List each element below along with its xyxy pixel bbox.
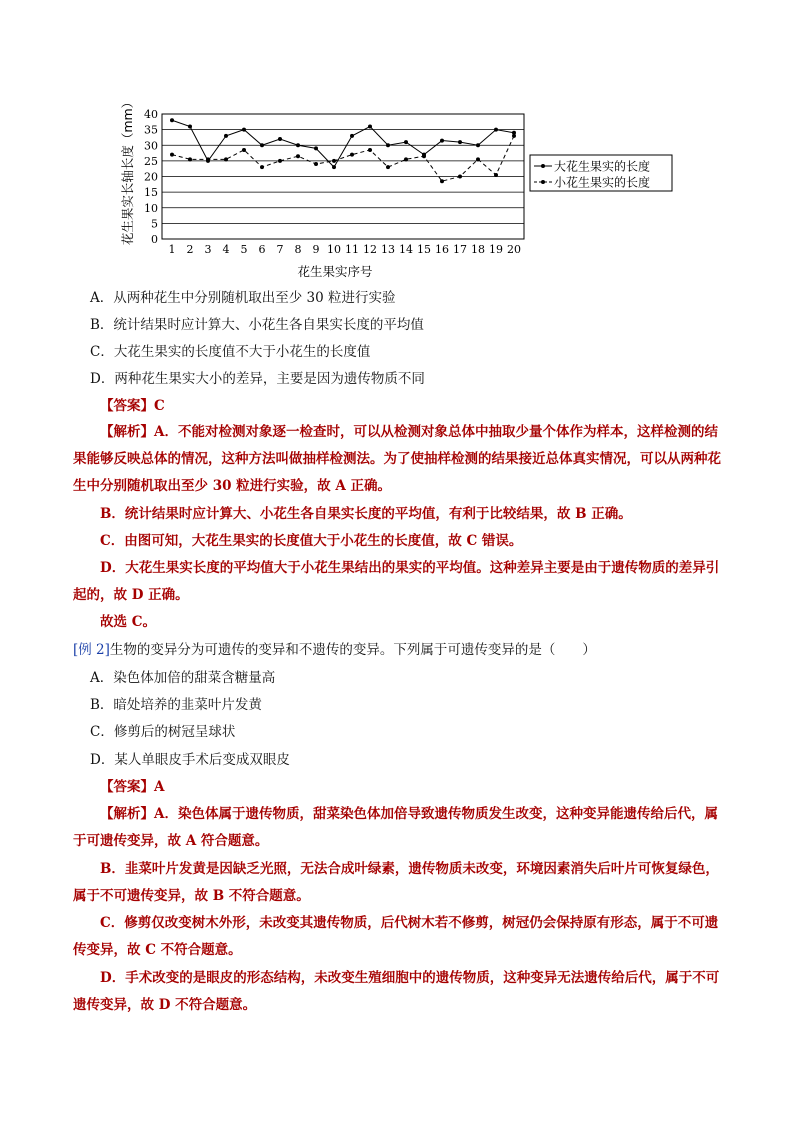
x-tick-label: 17 [453,243,467,256]
q2-analysis-a [73,801,725,855]
q2-option-d: D．某人单眼皮手术后变成双眼皮 [90,752,290,768]
q1-answer: 【答案】C [100,398,165,414]
q2-option-a: A．染色体加倍的甜菜含糖量高 [90,670,276,686]
x-axis-label: 花生果实序号 [297,264,373,279]
data-point-s2 [368,148,372,152]
legend-marker-2 [541,180,545,184]
y-axis-label: 花生果实长轴长度（mm） [120,95,135,246]
q2-analysis-b [73,856,725,910]
data-point-s1 [170,118,174,122]
data-point-s1 [404,140,408,144]
y-tick-label: 5 [151,217,158,231]
data-point-s1 [476,143,480,147]
data-point-s1 [332,165,336,169]
q1-option-c: C．大花生果实的长度值不大于小花生的长度值 [90,344,371,360]
q1-analysis-b [73,501,725,528]
q1-analysis-d [73,555,725,609]
q2-stem-text: 生物的变异分为可遗传的变异和不遗传的变异。下列属于可遗传变异的是（ ） [109,642,596,658]
q1-analysis-c [73,528,725,555]
data-point-s2 [224,157,228,161]
q2-analysis-b-text: B．韭菜叶片发黄是因缺乏光照，无法合成叶绿素，遗传物质未改变，环境因素消失后叶片可恢复绿色，属于不可遗传变异，故 B 不符合题意。 [73,861,719,904]
legend-label-2: 小花生果实的长度 [554,175,651,190]
x-tick-label: 15 [417,243,431,256]
legend-marker-1 [541,164,545,168]
data-point-s2 [422,154,426,158]
data-point-s2 [476,157,480,161]
data-point-s2 [278,159,282,163]
q2-tag: [例 2] [73,642,110,658]
q1-analysis-a-text: 【解析】A．不能对检测对象逐一检查时，可以从检测对象总体中抽取少量个体作为样本，这样检测的结果能够反映总体的情况，这种方法叫做抽样检测法。为了使抽样检测的结果接近总体真实情况，可以从两种花生中分别随机取出至少 30 粒进行实验，故 A 正确。 [73,424,721,494]
data-point-s1 [296,143,300,147]
data-point-s2 [296,154,300,158]
x-tick-label: 13 [381,243,395,256]
q1-option-b: B．统计结果时应计算大、小花生各自果实长度的平均值 [90,317,424,333]
data-point-s2 [440,179,444,183]
data-point-s2 [350,153,354,157]
q2-answer: 【答案】A [100,779,165,795]
chart-svg [110,92,690,282]
x-tick-label: 9 [312,243,320,256]
q1-analysis-c-text: C．由图可知，大花生果实的长度值大于小花生的长度值，故 C 错误。 [100,533,523,549]
q2-option-c: C．修剪后的树冠呈球状 [90,724,236,740]
x-tick-label: 11 [345,243,359,256]
data-point-s1 [260,143,264,147]
data-point-s2 [386,165,390,169]
x-tick-label: 10 [327,243,341,256]
q1-analysis-a [73,419,725,500]
data-point-s1 [314,146,318,150]
y-tick-label: 20 [144,170,158,184]
q2-analysis-c [73,910,725,964]
q1-analysis-b-text: B．统计结果时应计算大、小花生各自果实长度的平均值，有利于比较结果，故 B 正确。 [100,506,632,522]
q2-analysis-a-text: 【解析】A．染色体属于遗传物质，甜菜染色体加倍导致遗传物质发生改变，这种变异能遗传给后代，属于可遗传变异，故 A 符合题意。 [73,806,718,849]
legend-label-1: 大花生果实的长度 [554,159,651,174]
q2-analysis-c-text: C．修剪仅改变树木外形，未改变其遗传物质，后代树木若不修剪，树冠仍会保持原有形态，属于不可遗传变异，故 C 不符合题意。 [73,915,719,958]
x-tick-label: 12 [363,243,377,256]
q1-conclusion [73,609,725,636]
x-tick-label: 6 [258,243,266,256]
data-point-s1 [386,143,390,147]
peanut-length-chart [110,92,690,282]
data-point-s1 [350,134,354,138]
data-point-s1 [494,128,498,132]
x-tick-label: 14 [399,243,413,256]
q2-analysis-d [73,965,725,1019]
y-tick-label: 10 [144,201,158,215]
x-tick-label: 8 [294,243,302,256]
q1-analysis-d-text: D．大花生果实长度的平均值大于小花生果结出的果实的平均值。这种差异主要是由于遗传物质的差异引起的，故 D 正确。 [73,560,720,603]
y-tick-label: 0 [151,233,158,246]
data-point-s2 [404,157,408,161]
data-point-s1 [188,125,192,129]
data-point-s2 [494,173,498,177]
series-line-1 [172,120,514,167]
data-point-s1 [278,137,282,141]
data-point-s1 [440,139,444,143]
data-point-s2 [314,162,318,166]
data-point-s2 [332,159,336,163]
x-tick-label: 7 [276,243,284,256]
x-tick-label: 20 [507,243,521,256]
x-tick-label: 3 [204,243,212,256]
y-tick-label: 30 [144,139,158,153]
x-tick-label: 4 [222,243,230,256]
y-tick-label: 25 [144,154,158,168]
y-tick-label: 15 [144,186,158,200]
data-point-s2 [242,148,246,152]
data-point-s1 [224,134,228,138]
x-tick-label: 2 [186,243,194,256]
x-tick-label: 5 [240,243,248,256]
data-point-s2 [170,153,174,157]
q2-stem [73,640,596,660]
data-point-s2 [260,165,264,169]
data-point-s2 [512,134,516,138]
y-tick-label: 35 [144,123,158,137]
y-tick-label: 40 [144,108,158,121]
q1-conclusion-text: 故选 C。 [100,614,156,630]
data-point-s1 [368,125,372,129]
x-tick-label: 16 [435,243,449,256]
data-point-s1 [242,128,246,132]
q2-option-b: B．暗处培养的韭菜叶片发黄 [90,697,262,713]
q1-option-a: A．从两种花生中分别随机取出至少 30 粒进行实验 [90,290,396,306]
data-point-s2 [206,157,210,161]
x-tick-label: 18 [471,243,485,256]
data-point-s2 [188,157,192,161]
x-tick-label: 1 [168,243,176,256]
q1-option-d: D．两种花生果实大小的差异，主要是因为遗传物质不同 [90,371,425,387]
data-point-s1 [458,140,462,144]
q2-analysis-d-text: D．手术改变的是眼皮的形态结构，未改变生殖细胞中的遗传物质，这种变异无法遗传给后代，属于不可遗传变异，故 D 不符合题意。 [73,970,720,1013]
data-point-s2 [458,175,462,179]
x-tick-label: 19 [489,243,503,256]
